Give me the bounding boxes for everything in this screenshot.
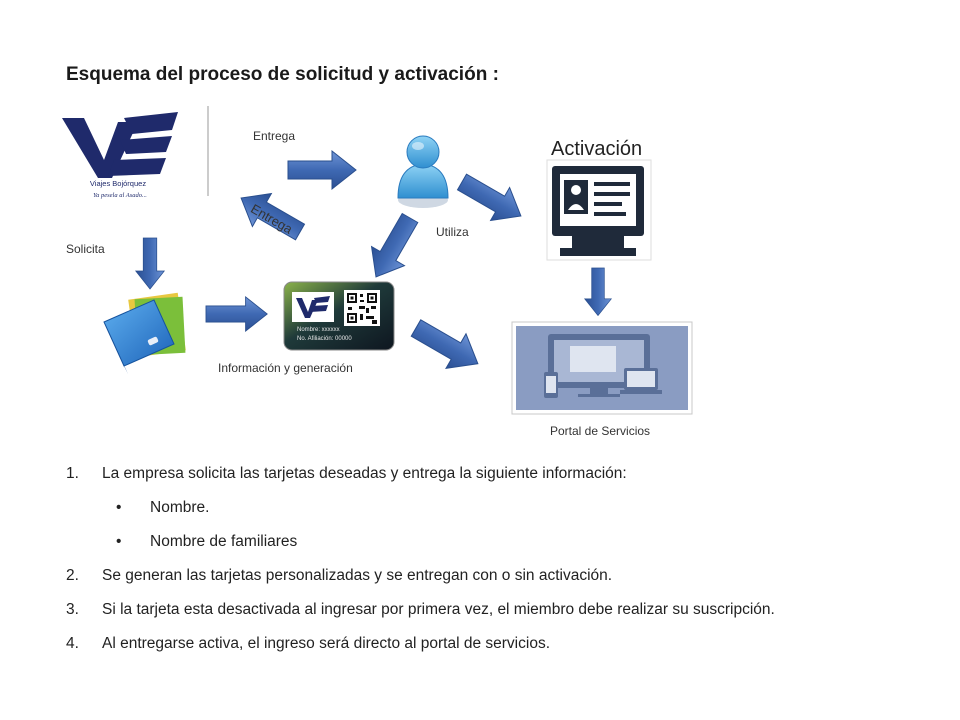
list-text: Al entregarse activa, el ingreso será directo al portal de servicios. [102,635,550,652]
label-solicita: Solicita [66,242,105,256]
page-title: Esquema del proceso de solicitud y activación : [66,64,499,85]
list-text: Nombre. [150,499,210,516]
list-item [66,632,926,666]
portal-de-servicios-panel [512,322,692,414]
user-icon [398,136,448,208]
logo-tagline: Ya pesela al Asado... [93,192,147,199]
logo-brand: Viajes Bojórquez [89,179,147,188]
list-text: Nombre de familiares [150,533,298,550]
list-marker: 4. [66,635,79,652]
viajes-bojorquez-logo [62,112,178,199]
arrow-to-card-right [206,297,267,331]
label-entrega-top: Entrega [253,129,296,143]
list-marker: 2. [66,567,79,584]
arrow-to-card [360,209,427,287]
label-portal: Portal de Servicios [550,424,651,438]
folder-binder-icon [104,293,186,374]
list-marker: • [116,499,122,516]
list-item [66,462,926,496]
label-utiliza: Utiliza [436,225,469,239]
label-entrega-arrow: Entrega [248,201,296,237]
list-marker: • [116,533,122,550]
arrow-to-activacion [453,166,531,233]
list-text: Si la tarjeta esta desactivada al ingresar por primera vez, el miembro debe realizar su suscripción. [102,601,775,618]
arrow-to-portal [406,311,488,381]
list-text: Se generan las tarjetas personalizadas y se entregan con o sin activación. [102,567,613,584]
qr-code [344,290,380,326]
list-marker: 1. [66,465,79,482]
process-steps-list [66,462,926,666]
label-informacion: Información y generación [218,361,353,375]
card-afiliacion: No. Afiliación: 00000 [297,336,352,342]
list-item [66,598,926,632]
arrow-solicita-down [136,238,165,289]
list-text: La empresa solicita las tarjetas deseadas y entrega la siguiente información: [102,465,627,482]
card-nombre: Nombre: xxxxxx [297,327,340,333]
label-activacion: Activación [551,138,643,160]
list-marker: 3. [66,601,79,618]
arrow-activacion-down [585,268,612,316]
arrow-entrega-right [288,151,356,189]
list-item [66,496,926,530]
list-item [66,564,926,598]
activation-screen-icon [547,160,651,260]
list-item [66,530,926,564]
